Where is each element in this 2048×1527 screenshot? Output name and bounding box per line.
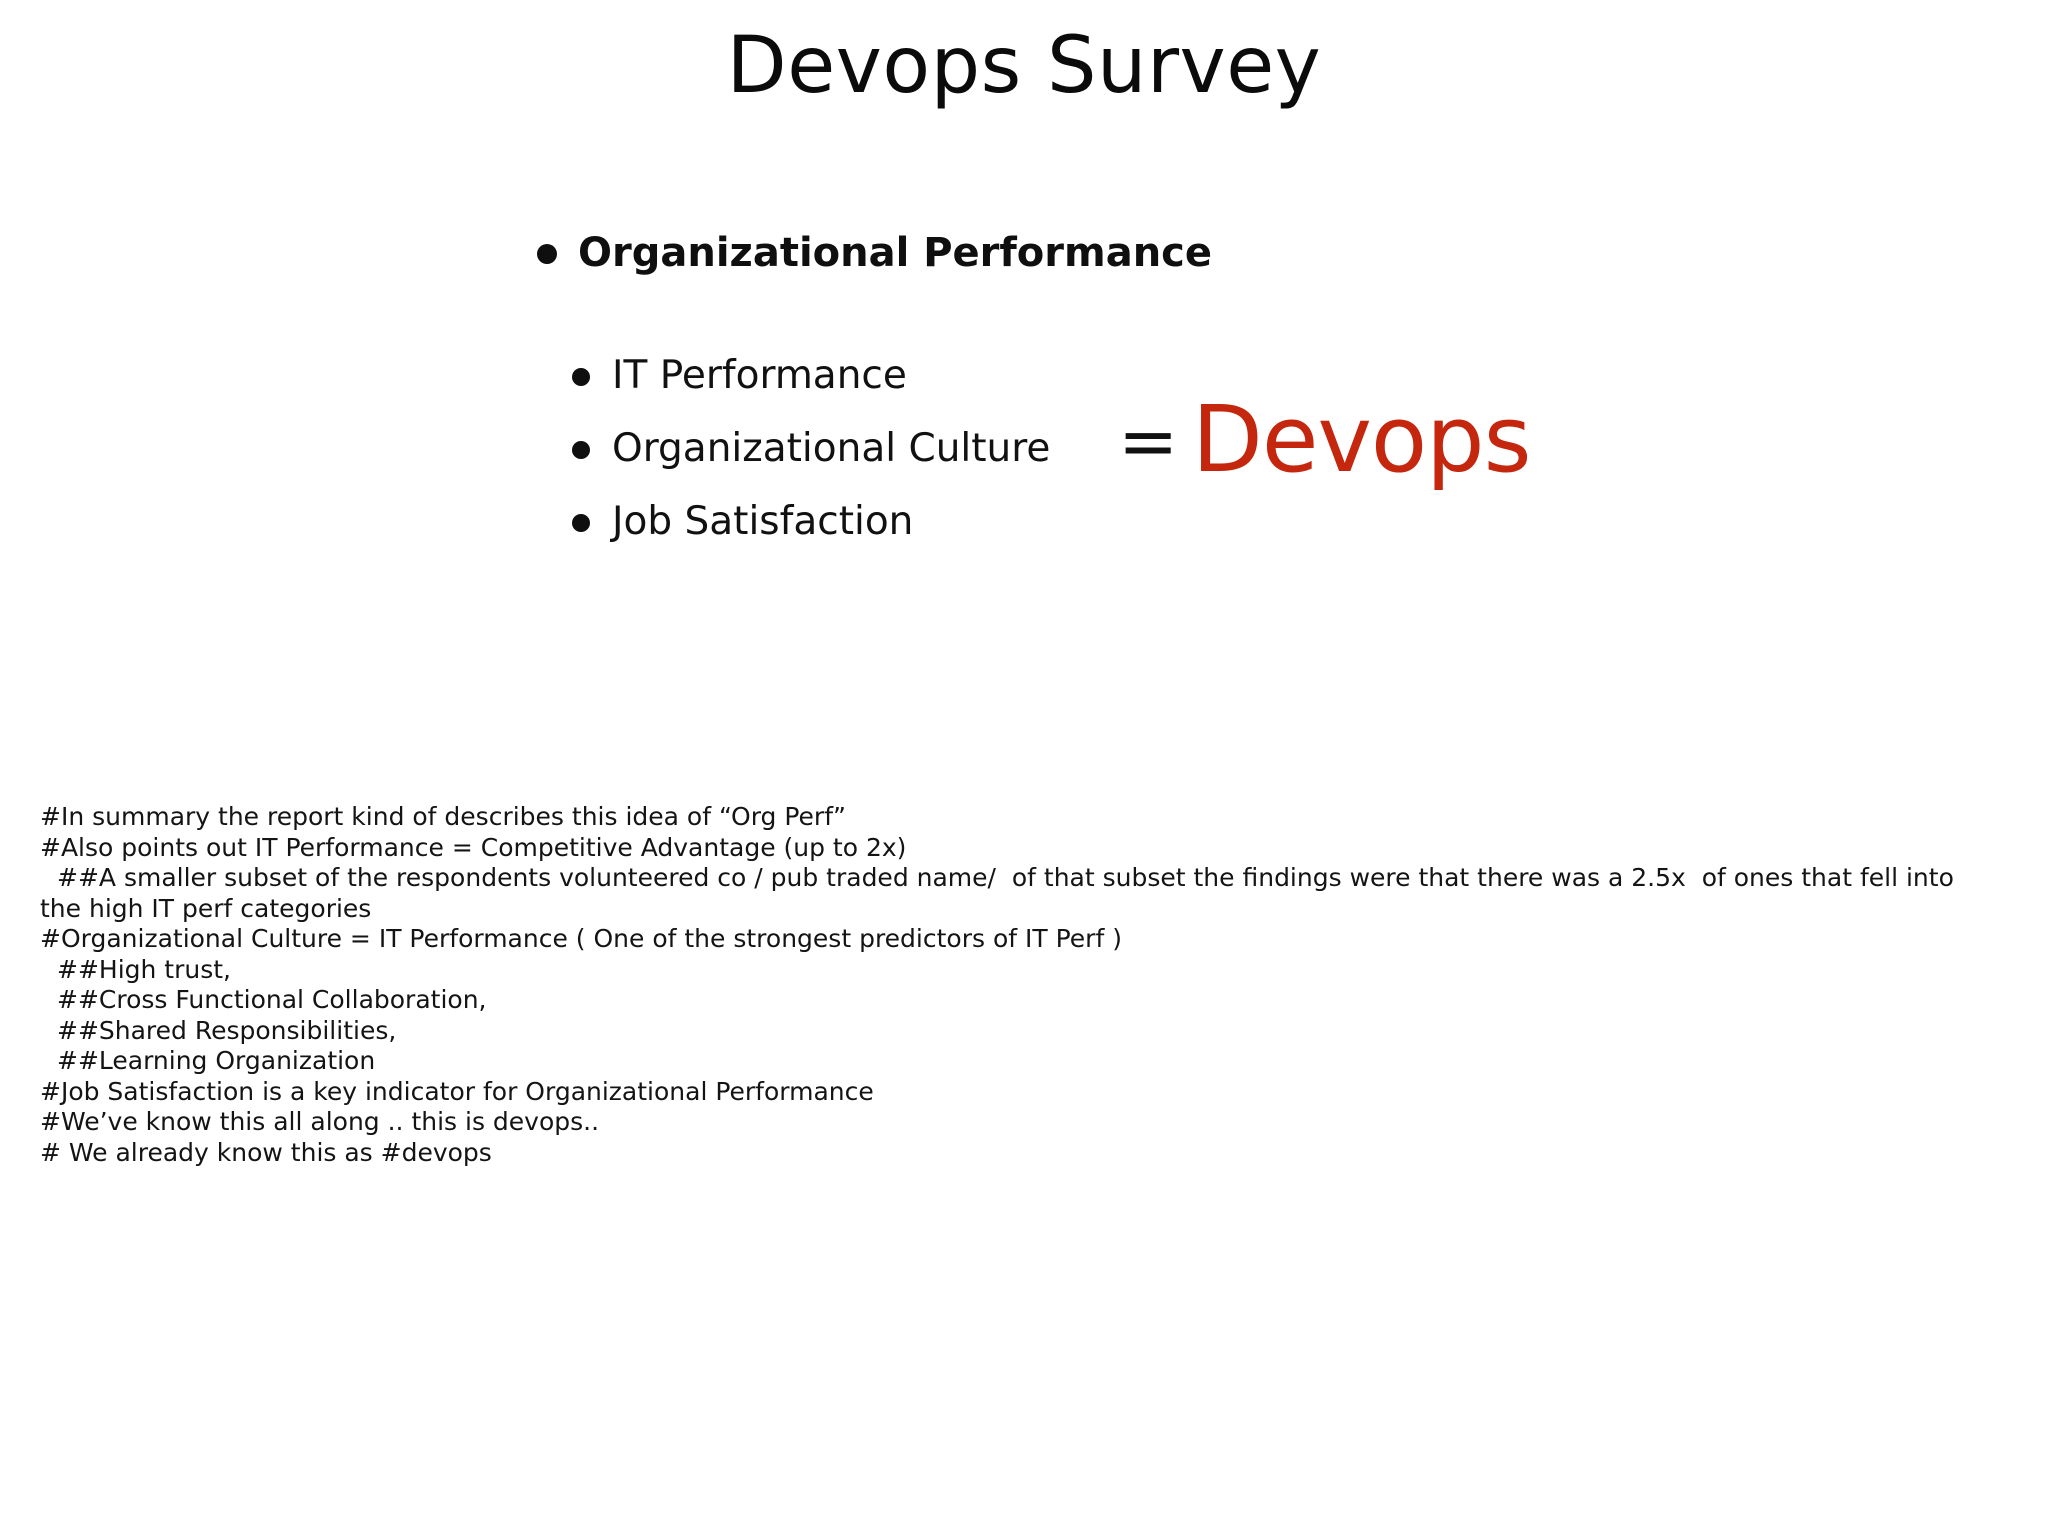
note-line: ##Shared Responsibilities, [57,1015,397,1045]
bullet-dot-icon [537,244,557,264]
bullet-dot-icon [572,514,590,532]
note-line: ##Learning Organization [57,1046,376,1075]
note-line: ##A smaller subset of the respondents volunteered co / pub traded name/ of that subset the findings were that there was a 2.5x of ones that fell into the high IT perf categories [40,863,1962,923]
equals-sign: = [1118,399,1179,483]
note-line: ##Cross Functional Collaboration, [57,985,487,1014]
note-line: #Also points out IT Performance = Competitive Advantage (up to 2x) [40,832,907,862]
sub-bullet-label: IT Performance [612,353,907,398]
bullet-dot-icon [572,441,590,459]
speaker-notes [40,802,1980,1168]
devops-result: Devops [1192,386,1531,493]
slide-title: Devops Survey [726,21,1322,111]
note-line: #In summary the report kind of describes this idea of “Org Perf” [40,802,846,831]
note-line: #We’ve know this all along .. this is devops.. [40,1107,600,1136]
note-line: #Organizational Culture = IT Performance ( One of the strongest predictors of IT Perf ) [40,924,1122,953]
note-line: ##High trust, [57,954,231,984]
note-line: # We already know this as #devops [40,1137,492,1167]
sub-bullet-label: Job Satisfaction [612,499,914,544]
sub-bullet-label: Organizational Culture [612,426,1051,471]
note-line: #Job Satisfaction is a key indicator for Organizational Performance [40,1076,874,1106]
bullet-dot-icon [572,368,590,386]
main-bullet-label: Organizational Performance [578,230,1213,276]
